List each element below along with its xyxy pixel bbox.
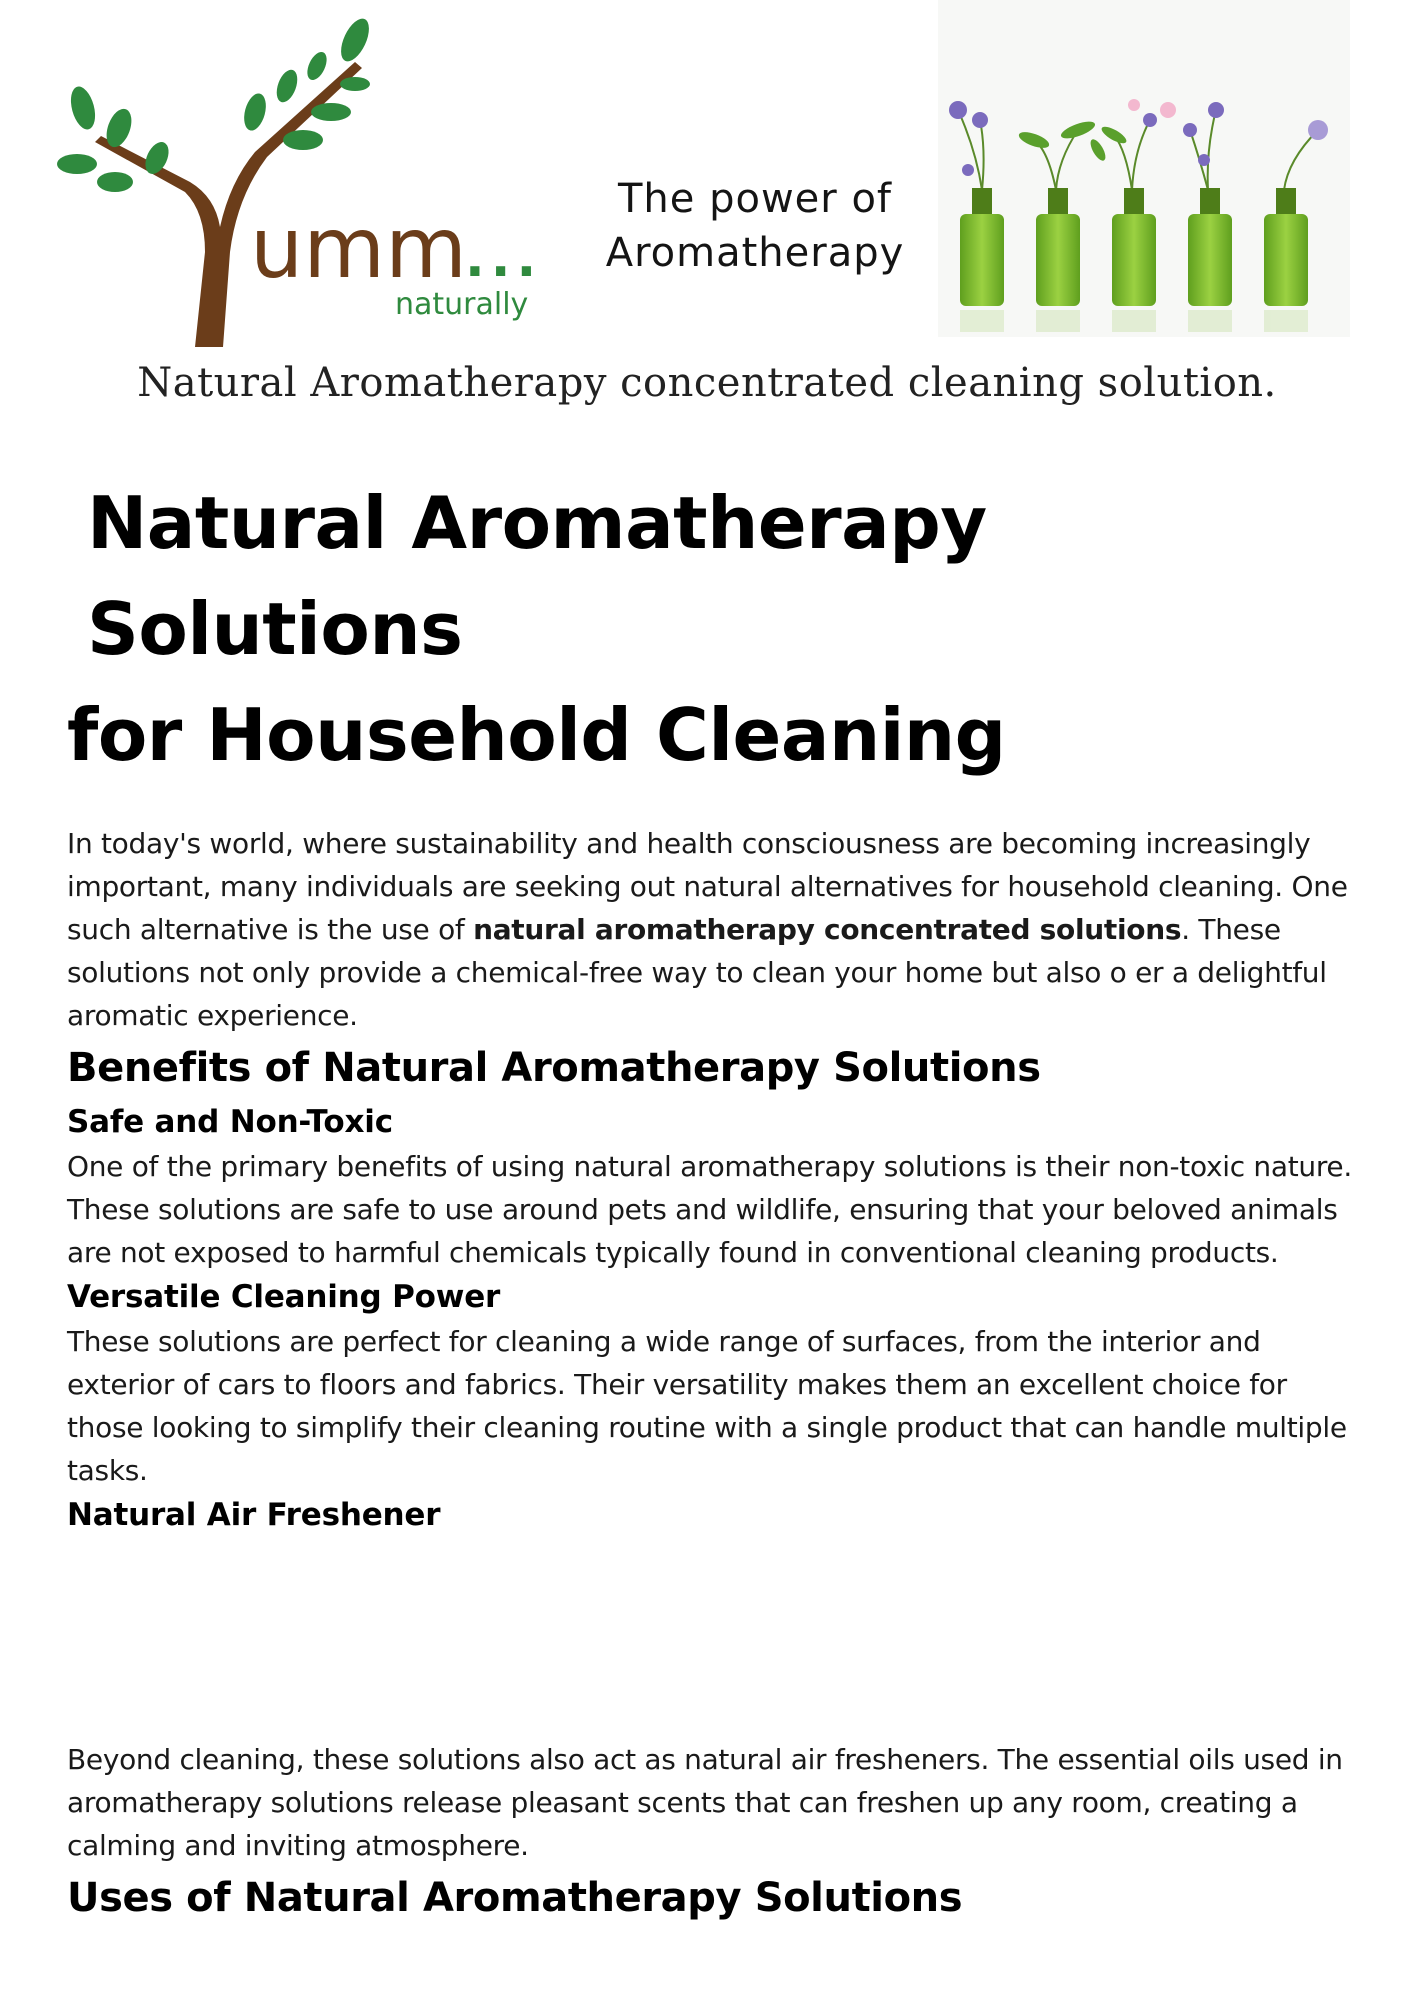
bottles-image [938, 0, 1350, 337]
intro-text-start: In today's world, where sustainability and health consciousness are becoming increasingly important, many individuals are seeking out natural alternatives for household cleaning. One such alternative is the use of [67, 827, 1348, 946]
safe-heading: Safe and Non-Toxic [67, 1104, 393, 1140]
tree-logo-icon [55, 12, 555, 352]
page-title [67, 470, 1367, 788]
logo-dots: ... [465, 229, 543, 289]
logo-sub: naturally [395, 287, 529, 322]
uses-heading: Uses of Natural Aromatherapy Solutions [67, 1875, 963, 1921]
benefits-heading: Benefits of Natural Aromatherapy Solutions [67, 1045, 1041, 1091]
logo-wordmark: umm [250, 199, 467, 297]
tagline [595, 172, 915, 280]
brand-logo [55, 12, 555, 352]
intro-bold-phrase: natural aromatherapy concentrated solutions [473, 913, 1182, 946]
freshener-paragraph: Beyond cleaning, these solutions also act as natural air fresheners. The essential oils used in aromatherapy solutions release pleasant scents that can freshen up any room, creating a calming and inviting atmosphere. [67, 1743, 1343, 1862]
subtitle: Natural Aromatherapy concentrated cleaning solution. [137, 360, 1277, 406]
essential-oil-bottles-icon [938, 0, 1350, 337]
article [67, 470, 1367, 1929]
title-line-2: for Household Cleaning [67, 693, 1006, 777]
title-line-1: Natural Aromatherapy Solutions [87, 481, 987, 671]
freshener-heading: Natural Air Freshener [67, 1497, 441, 1533]
safe-paragraph: One of the primary benefits of using natural aromatherapy solutions is their non-toxic nature. These solutions are safe to use around pets and wildlife, ensuring that your beloved animals are not exposed to harmful chemicals typically found in conventional cleaning products. [67, 1150, 1352, 1269]
versatile-heading: Versatile Cleaning Power [67, 1279, 501, 1315]
intro-paragraph [67, 822, 1367, 1037]
intro-text-end: . These solutions not only provide a chemical-free way to clean your home but also o er a delightful aromatic experience. [67, 913, 1327, 1032]
tagline-line-2: Aromatherapy [605, 230, 905, 276]
blank-space [67, 1538, 1367, 1738]
tagline-line-1: The power of [617, 176, 892, 222]
versatile-paragraph: These solutions are perfect for cleaning a wide range of surfaces, from the interior and exterior of cars to floors and fabrics. Their versatility makes them an excellent choice for those looking to simplify their cleaning routine with a single product that can handle multiple tasks. [67, 1325, 1347, 1487]
